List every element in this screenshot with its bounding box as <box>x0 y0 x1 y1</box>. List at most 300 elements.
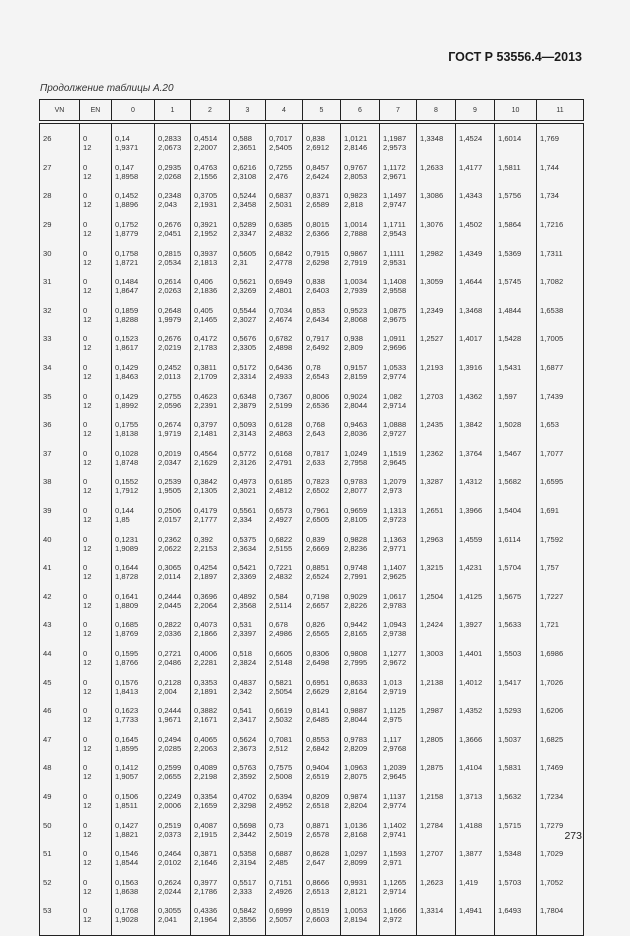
cell-value: 1,4012 <box>456 671 495 686</box>
cell-value: 1,8138 <box>112 429 155 442</box>
cell-en: 0 <box>80 185 112 200</box>
cell-value: 2,6543 <box>303 372 341 385</box>
cell-value <box>537 229 584 242</box>
cell-value: 1,5028 <box>495 414 537 429</box>
cell-value: 0,6837 <box>266 185 303 200</box>
cell-value <box>537 143 584 156</box>
cell-value: 2,0006 <box>155 801 191 814</box>
cell-value: 2,3305 <box>230 343 266 356</box>
cell-value: 0,1523 <box>112 328 155 343</box>
cell-value: 2,3269 <box>230 286 266 299</box>
cell-value: 0,2444 <box>155 700 191 715</box>
table-row <box>40 429 584 442</box>
cell-value: 0,9887 <box>341 700 380 715</box>
cell-value: 2,8159 <box>341 372 380 385</box>
cell-value: 1,5715 <box>495 814 537 829</box>
cell-value: 0,8871 <box>303 814 341 829</box>
cell-value: 2,1786 <box>191 887 230 900</box>
table-row <box>40 658 584 671</box>
cell-en: 0 <box>80 357 112 372</box>
cell-value: 0,8015 <box>303 214 341 229</box>
cell-value: 1,1987 <box>380 122 417 143</box>
cell-value: 1,5745 <box>495 271 537 286</box>
cell-value: 2,3027 <box>230 315 266 328</box>
cell-value: 2,8044 <box>341 401 380 414</box>
cell-value: 1,5431 <box>495 357 537 372</box>
cell-value: 0,5093 <box>230 414 266 429</box>
cell-value: 1,597 <box>495 385 537 400</box>
cell-value: 1,2527 <box>417 328 456 343</box>
cell-value: 2,0244 <box>155 887 191 900</box>
cell-value: 2,973 <box>380 486 417 499</box>
cell-value: 2,9768 <box>380 744 417 757</box>
cell-value: 1,7733 <box>112 715 155 728</box>
cell-value: 0,7255 <box>266 157 303 172</box>
cell-value: 1,0297 <box>341 843 380 858</box>
cell-value: 2,9672 <box>380 658 417 671</box>
header-col-2: 2 <box>191 100 230 123</box>
cell-value: 0,1859 <box>112 300 155 315</box>
cell-value: 1,7279 <box>537 814 584 829</box>
cell-value: 0,6951 <box>303 671 341 686</box>
cell-value: 2,3397 <box>230 629 266 642</box>
cell-value <box>417 372 456 385</box>
cell-value: 1,4177 <box>456 157 495 172</box>
cell-value: 1,6595 <box>537 471 584 486</box>
cell-value <box>495 486 537 499</box>
cell-value: 0,4892 <box>230 586 266 601</box>
cell-value: 2,5114 <box>266 601 303 614</box>
cell-vn <box>40 744 80 757</box>
cell-value <box>456 172 495 185</box>
cell-value: 1,2079 <box>380 471 417 486</box>
cell-value <box>417 858 456 871</box>
cell-value: 1,6206 <box>537 700 584 715</box>
cell-value: 2,6403 <box>303 286 341 299</box>
cell-value: 0,9442 <box>341 614 380 629</box>
cell-value <box>456 258 495 271</box>
cell-value: 1,5293 <box>495 700 537 715</box>
cell-value: 0,2676 <box>155 328 191 343</box>
cell-value: 1,5811 <box>495 157 537 172</box>
cell-value: 2,0445 <box>155 601 191 614</box>
cell-value: 0,5517 <box>230 871 266 886</box>
table-row <box>40 500 584 515</box>
table-row <box>40 414 584 429</box>
cell-value: 2,0596 <box>155 401 191 414</box>
cell-value: 0,2539 <box>155 471 191 486</box>
cell-value: 2,0347 <box>155 458 191 471</box>
cell-value: 2,3347 <box>230 229 266 242</box>
cell-value: 2,4933 <box>266 372 303 385</box>
cell-value: 1,7026 <box>537 671 584 686</box>
cell-value: 1,1711 <box>380 214 417 229</box>
cell-value: 0,6822 <box>266 528 303 543</box>
cell-value <box>456 715 495 728</box>
cell-vn <box>40 458 80 471</box>
cell-value: 1,5682 <box>495 471 537 486</box>
cell-en: 0 <box>80 671 112 686</box>
cell-value: 2,809 <box>341 343 380 356</box>
cell-value: 0,7151 <box>266 871 303 886</box>
cell-value: 0,9659 <box>341 500 380 515</box>
cell-value: 0,8519 <box>303 900 341 915</box>
cell-value: 2,0219 <box>155 343 191 356</box>
table-row <box>40 385 584 400</box>
cell-value: 2,1866 <box>191 629 230 642</box>
cell-value: 1,5369 <box>495 242 537 257</box>
cell-value: 1,7912 <box>112 486 155 499</box>
cell-value: 2,6912 <box>303 143 341 156</box>
cell-value: 2,5031 <box>266 200 303 213</box>
cell-vn: 40 <box>40 528 80 543</box>
header-col-5: 5 <box>303 100 341 123</box>
cell-value: 1,7082 <box>537 271 584 286</box>
cell-value: 1,7077 <box>537 443 584 458</box>
cell-value: 2,334 <box>230 515 266 528</box>
cell-en: 12 <box>80 143 112 156</box>
cell-value: 2,3592 <box>230 772 266 785</box>
cell-value: 2,512 <box>266 744 303 757</box>
cell-value: 2,5008 <box>266 772 303 785</box>
cell-value: 0,1758 <box>112 242 155 257</box>
cell-en: 12 <box>80 744 112 757</box>
cell-value <box>537 629 584 642</box>
cell-value <box>537 200 584 213</box>
cell-vn: 38 <box>40 471 80 486</box>
table-row <box>40 486 584 499</box>
table-row <box>40 343 584 356</box>
cell-value: 0,1576 <box>112 671 155 686</box>
cell-value: 1,3468 <box>456 300 495 315</box>
table-row <box>40 871 584 886</box>
cell-value: 2,4898 <box>266 343 303 356</box>
cell-value: 0,839 <box>303 528 341 543</box>
cell-value: 1,7227 <box>537 586 584 601</box>
cell-value: 2,2153 <box>191 544 230 557</box>
cell-value: 0,2452 <box>155 357 191 372</box>
cell-value <box>537 858 584 871</box>
table-row <box>40 157 584 172</box>
cell-value: 0,8371 <box>303 185 341 200</box>
cell-value: 2,9558 <box>380 286 417 299</box>
cell-value: 0,1429 <box>112 357 155 372</box>
cell-value: 2,975 <box>380 715 417 728</box>
cell-value: 2,1897 <box>191 572 230 585</box>
cell-value: 0,4087 <box>191 814 230 829</box>
cell-value: 0,9523 <box>341 300 380 315</box>
cell-value: 2,6669 <box>303 544 341 557</box>
cell-value: 2,9741 <box>380 830 417 843</box>
cell-value <box>495 629 537 642</box>
cell-value: 0,5624 <box>230 728 266 743</box>
cell-value: 1,3916 <box>456 357 495 372</box>
cell-value: 1,0034 <box>341 271 380 286</box>
cell-value <box>495 830 537 843</box>
header-en: EN <box>80 100 112 123</box>
cell-value <box>417 629 456 642</box>
cell-value: 2,9771 <box>380 544 417 557</box>
cell-value <box>537 515 584 528</box>
cell-value: 0,3921 <box>191 214 230 229</box>
header-col-4: 4 <box>266 100 303 123</box>
cell-value: 1,9371 <box>112 143 155 156</box>
cell-value <box>537 429 584 442</box>
cell-value: 0,8457 <box>303 157 341 172</box>
cell-value: 1,7804 <box>537 900 584 915</box>
cell-value: 0,3882 <box>191 700 230 715</box>
cell-value <box>417 772 456 785</box>
cell-value: 2,6424 <box>303 172 341 185</box>
table-row <box>40 814 584 829</box>
table-row <box>40 401 584 414</box>
cell-value <box>456 515 495 528</box>
cell-value <box>417 229 456 242</box>
table-row <box>40 601 584 614</box>
cell-value: 2,1659 <box>191 801 230 814</box>
cell-value: 1,3086 <box>417 185 456 200</box>
cell-vn: 41 <box>40 557 80 572</box>
cell-value: 0,4254 <box>191 557 230 572</box>
cell-value <box>417 658 456 671</box>
cell-value: 0,4514 <box>191 122 230 143</box>
cell-value: 2,4952 <box>266 801 303 814</box>
cell-value: 2,6505 <box>303 515 341 528</box>
cell-value: 2,4927 <box>266 515 303 528</box>
cell-value: 1,3314 <box>417 900 456 915</box>
cell-value: 1,5633 <box>495 614 537 629</box>
cell-value: 1,0136 <box>341 814 380 829</box>
table-row <box>40 172 584 185</box>
cell-value: 0,1595 <box>112 643 155 658</box>
cell-value: 0,4336 <box>191 900 230 915</box>
cell-value: 2,3442 <box>230 830 266 843</box>
cell-value <box>417 343 456 356</box>
cell-value <box>456 544 495 557</box>
cell-value: 1,1402 <box>380 814 417 829</box>
cell-value: 0,9767 <box>341 157 380 172</box>
cell-value: 0,1546 <box>112 843 155 858</box>
cell-value: 2,0285 <box>155 744 191 757</box>
cell-value: 2,4674 <box>266 315 303 328</box>
cell-en: 0 <box>80 385 112 400</box>
cell-value: 2,8236 <box>341 544 380 557</box>
cell-value: 1,653 <box>537 414 584 429</box>
cell-value <box>495 458 537 471</box>
cell-en: 12 <box>80 830 112 843</box>
cell-value: 0,2464 <box>155 843 191 858</box>
cell-value: 2,043 <box>155 200 191 213</box>
cell-value: 0,7221 <box>266 557 303 572</box>
cell-value: 2,8226 <box>341 601 380 614</box>
cell-value: 1,1125 <box>380 700 417 715</box>
cell-en: 0 <box>80 900 112 915</box>
cell-en: 12 <box>80 544 112 557</box>
cell-value: 1,4941 <box>456 900 495 915</box>
cell-value: 0,3696 <box>191 586 230 601</box>
cell-vn: 44 <box>40 643 80 658</box>
cell-value: 1,3215 <box>417 557 456 572</box>
table-caption: Продолжение таблицы А.20 <box>40 83 174 94</box>
cell-value: 2,8204 <box>341 801 380 814</box>
cell-value <box>537 258 584 271</box>
table-row <box>40 471 584 486</box>
cell-vn <box>40 887 80 900</box>
cell-value: 1,0963 <box>341 757 380 772</box>
cell-value <box>537 772 584 785</box>
cell-value: 2,1777 <box>191 515 230 528</box>
table-row <box>40 557 584 572</box>
cell-value: 2,1709 <box>191 372 230 385</box>
cell-value: 1,6986 <box>537 643 584 658</box>
cell-value: 0,4073 <box>191 614 230 629</box>
cell-en: 12 <box>80 572 112 585</box>
cell-vn <box>40 715 80 728</box>
table-row <box>40 143 584 156</box>
cell-vn <box>40 429 80 442</box>
cell-value: 0,4763 <box>191 157 230 172</box>
cell-value: 2,3673 <box>230 744 266 757</box>
cell-value: 1,0053 <box>341 900 380 915</box>
cell-value: 0,2755 <box>155 385 191 400</box>
cell-value <box>417 143 456 156</box>
table-row <box>40 671 584 686</box>
header-col-3: 3 <box>230 100 266 123</box>
cell-value: 0,938 <box>341 328 380 343</box>
table-row <box>40 900 584 915</box>
cell-value: 2,5057 <box>266 915 303 936</box>
cell-value: 2,1481 <box>191 429 230 442</box>
cell-value <box>417 601 456 614</box>
cell-value: 2,3021 <box>230 486 266 499</box>
table-row <box>40 443 584 458</box>
cell-value: 0,6573 <box>266 500 303 515</box>
cell-value: 1,721 <box>537 614 584 629</box>
cell-value: 2,6298 <box>303 258 341 271</box>
header-vn: VN <box>40 100 80 123</box>
cell-en: 0 <box>80 557 112 572</box>
cell-value: 0,14 <box>112 122 155 143</box>
cell-value <box>495 744 537 757</box>
cell-value: 0,1768 <box>112 900 155 915</box>
cell-value: 2,8077 <box>341 486 380 499</box>
cell-value: 2,6842 <box>303 744 341 757</box>
cell-value: 2,0373 <box>155 830 191 843</box>
cell-value: 2,8121 <box>341 887 380 900</box>
cell-value: 1,8617 <box>112 343 155 356</box>
cell-value <box>456 744 495 757</box>
cell-value: 1,117 <box>380 728 417 743</box>
cell-value: 1,3842 <box>456 414 495 429</box>
cell-value: 1,2138 <box>417 671 456 686</box>
cell-value <box>495 429 537 442</box>
cell-value <box>495 687 537 700</box>
cell-value: 1,5703 <box>495 871 537 886</box>
cell-value: 0,1412 <box>112 757 155 772</box>
cell-value: 1,1408 <box>380 271 417 286</box>
cell-value: 1,8766 <box>112 658 155 671</box>
cell-value: 1,8721 <box>112 258 155 271</box>
cell-value: 2,1556 <box>191 172 230 185</box>
cell-value: 2,8194 <box>341 915 380 936</box>
cell-value <box>537 401 584 414</box>
cell-value: 1,2707 <box>417 843 456 858</box>
cell-value: 2,5032 <box>266 715 303 728</box>
cell-value: 2,0534 <box>155 258 191 271</box>
cell-value: 0,6394 <box>266 786 303 801</box>
cell-value: 0,6842 <box>266 242 303 257</box>
cell-value: 0,5172 <box>230 357 266 372</box>
cell-value: 2,0655 <box>155 772 191 785</box>
cell-value: 0,406 <box>191 271 230 286</box>
cell-value: 1,2963 <box>417 528 456 543</box>
cell-en: 12 <box>80 629 112 642</box>
cell-value: 1,8779 <box>112 229 155 242</box>
cell-value: 0,6605 <box>266 643 303 658</box>
cell-vn <box>40 858 80 871</box>
header-col-1: 1 <box>155 100 191 123</box>
cell-value: 1,4352 <box>456 700 495 715</box>
cell-value: 2,8036 <box>341 429 380 442</box>
cell-value: 1,6114 <box>495 528 537 543</box>
cell-value <box>417 429 456 442</box>
cell-vn <box>40 258 80 271</box>
cell-value: 2,1305 <box>191 486 230 499</box>
cell-en: 0 <box>80 871 112 886</box>
cell-value: 0,1028 <box>112 443 155 458</box>
cell-value: 2,9774 <box>380 801 417 814</box>
cell-value: 0,147 <box>112 157 155 172</box>
cell-value: 1,2784 <box>417 814 456 829</box>
cell-value: 0,2519 <box>155 814 191 829</box>
cell-value: 0,2648 <box>155 300 191 315</box>
cell-value: 1,9979 <box>155 315 191 328</box>
table-row <box>40 915 584 936</box>
cell-vn <box>40 486 80 499</box>
cell-value: 2,6518 <box>303 801 341 814</box>
cell-value <box>495 544 537 557</box>
cell-value <box>495 143 537 156</box>
cell-value: 1,1519 <box>380 443 417 458</box>
cell-value: 0,3065 <box>155 557 191 572</box>
cell-value: 2,4863 <box>266 429 303 442</box>
cell-en: 12 <box>80 772 112 785</box>
cell-value: 1,1277 <box>380 643 417 658</box>
cell-value: 2,633 <box>303 458 341 471</box>
cell-vn <box>40 172 80 185</box>
cell-value: 1,1407 <box>380 557 417 572</box>
cell-vn <box>40 372 80 385</box>
cell-value: 2,4926 <box>266 887 303 900</box>
cell-en: 0 <box>80 122 112 143</box>
table-row <box>40 185 584 200</box>
cell-value: 0,7823 <box>303 471 341 486</box>
cell-value: 0,4065 <box>191 728 230 743</box>
cell-en: 0 <box>80 643 112 658</box>
cell-value <box>495 315 537 328</box>
header-col-7: 7 <box>380 100 417 123</box>
cell-value <box>417 544 456 557</box>
cell-value: 1,734 <box>537 185 584 200</box>
header-col-8: 8 <box>417 100 456 123</box>
cell-value <box>417 458 456 471</box>
cell-value: 0,3842 <box>191 471 230 486</box>
cell-value: 2,5199 <box>266 401 303 414</box>
cell-value <box>456 458 495 471</box>
cell-en: 0 <box>80 271 112 286</box>
cell-value: 1,2193 <box>417 357 456 372</box>
cell-value: 1,6493 <box>495 900 537 915</box>
